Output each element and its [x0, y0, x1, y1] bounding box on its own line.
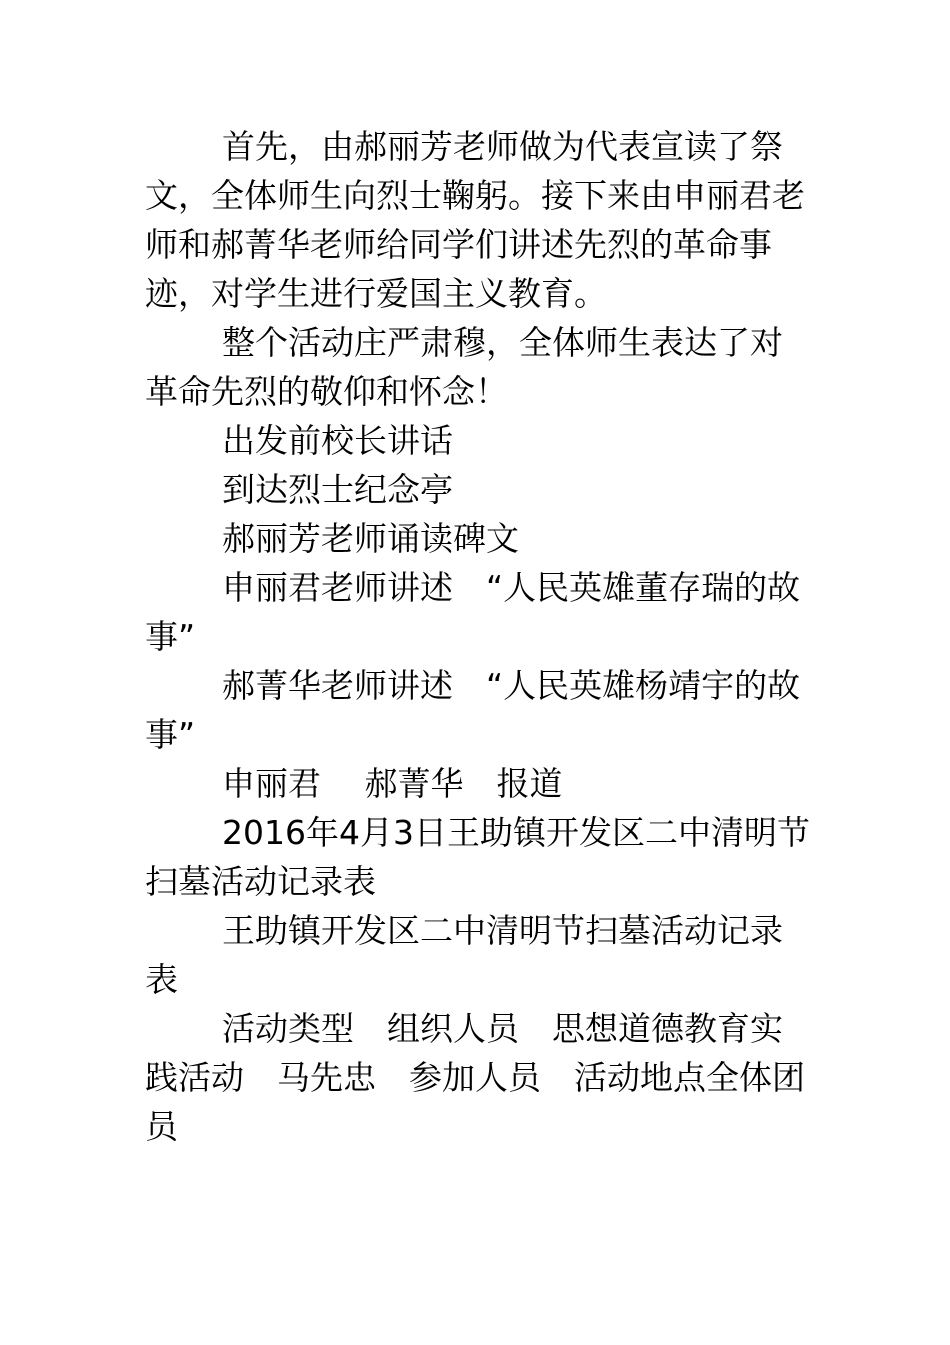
photo-caption-story-dong: 申丽君老师讲述 “人民英雄董存瑞的故事” [145, 568, 801, 656]
photo-caption-principal-speech: 出发前校长讲话 [222, 421, 453, 460]
paragraph-summary: 整个活动庄严肃穆，全体师生表达了对革命先烈的敬仰和怀念！ [145, 323, 783, 411]
photo-caption-arrival: 到达烈士纪念亭 [222, 470, 453, 509]
paragraph-opening: 首先，由郝丽芳老师做为代表宣读了祭文，全体师生向烈士鞠躬。接下来由申丽君老师和郝菁华老师给同学们讲述先烈的革命事迹，对学生进行爱国主义教育。 [145, 127, 805, 313]
document-body [145, 122, 810, 1151]
photo-caption-story-yang: 郝菁华老师讲述 “人民英雄杨靖宇的故事” [145, 666, 801, 754]
photo-caption-inscription-reading: 郝丽芳老师诵读碑文 [222, 519, 519, 558]
report-byline: 申丽君 郝菁华 报道 [222, 764, 563, 803]
record-table-title: 王助镇开发区二中清明节扫墓活动记录表 [145, 911, 783, 999]
record-table-fields: 活动类型 组织人员 思想道德教育实践活动 马先忠 参加人员 活动地点全体团员 [145, 1009, 805, 1146]
record-date-heading: 2016年4月3日王助镇开发区二中清明节扫墓活动记录表 [145, 813, 810, 901]
